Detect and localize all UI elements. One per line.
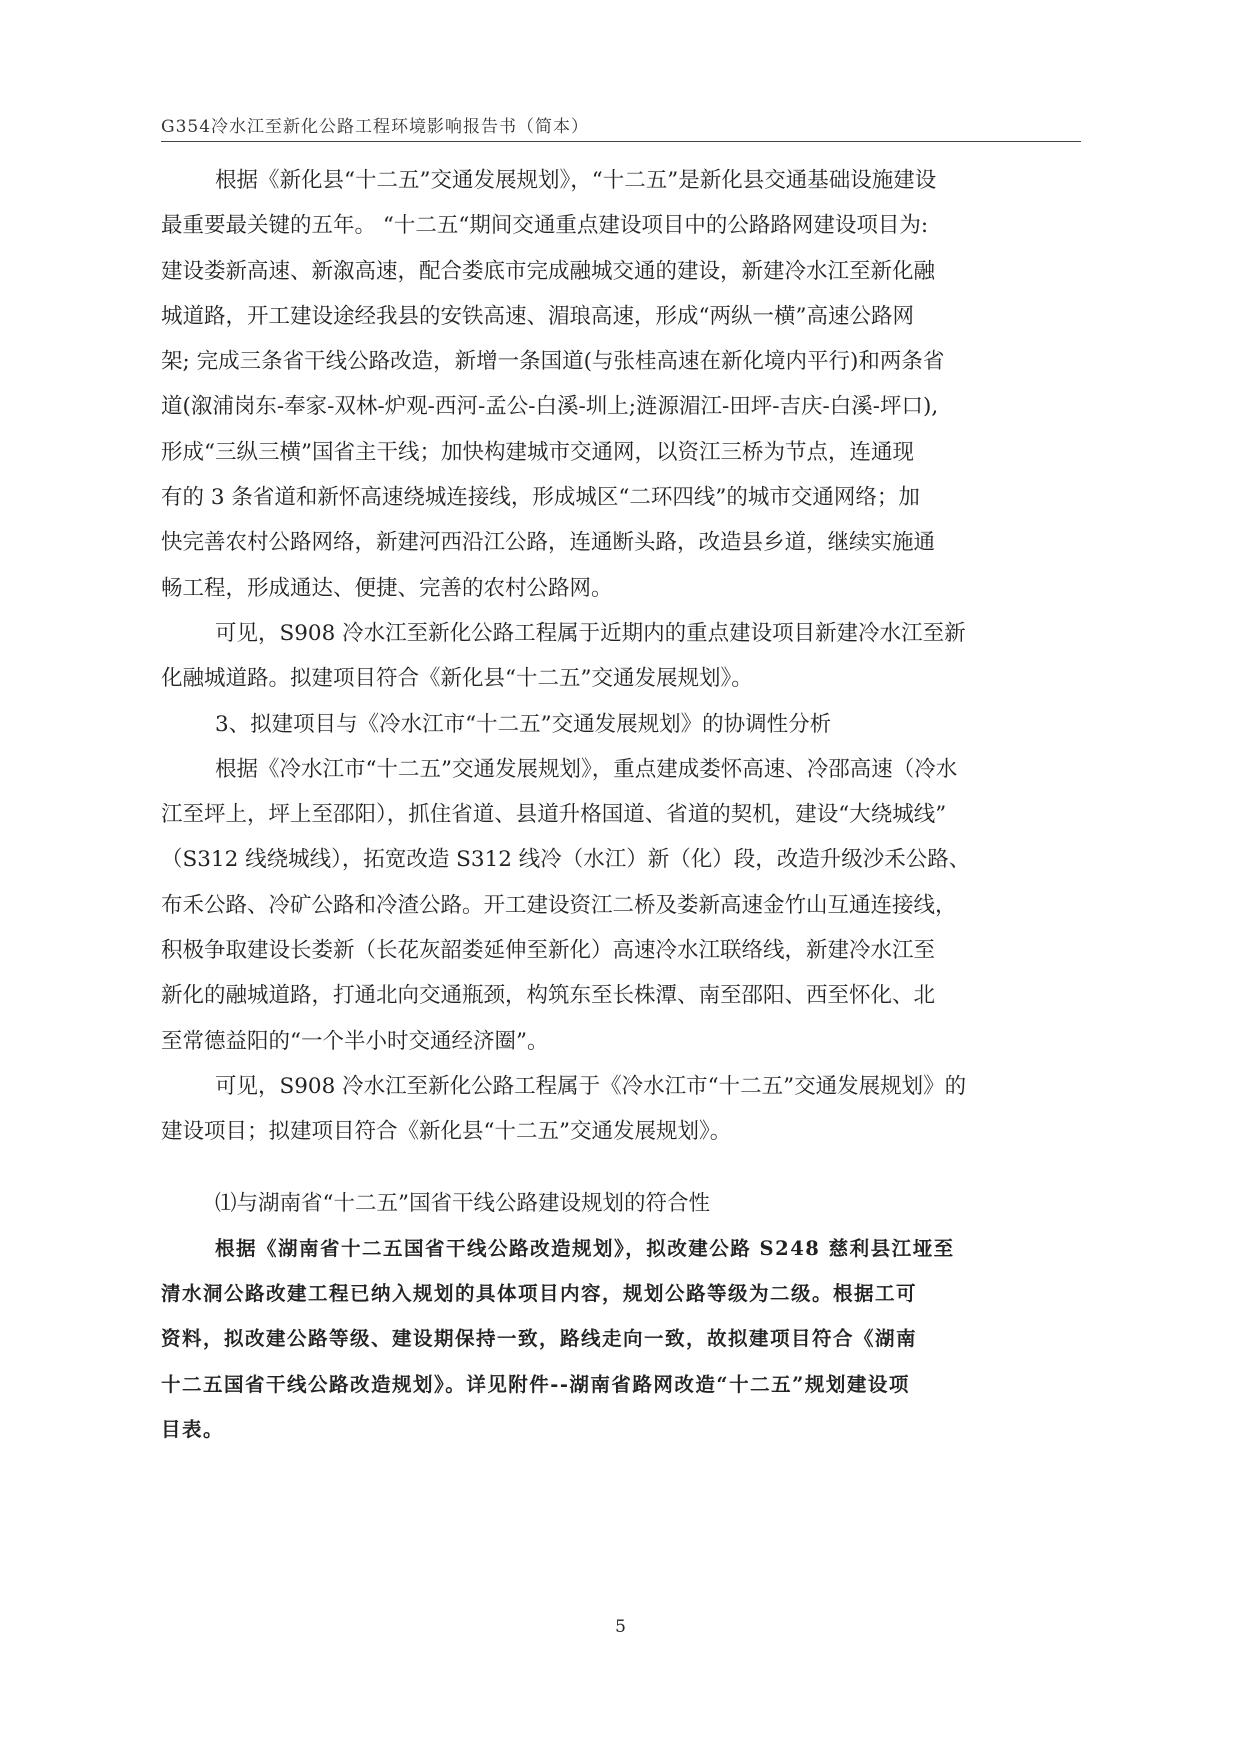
text-line: 新化的融城道路，打通北向交通瓶颈，构筑东至长株潭、南至邵阳、西至怀化、北 — [161, 983, 936, 1009]
page-header-title: G354冷水江至新化公路工程环境影响报告书（简本） — [161, 117, 590, 137]
text-line: 道(溆浦岗东-奉家-双林-炉观-西河-孟公-白溪-圳上;涟源湄江-田坪-吉庆-白溪-坪口), — [161, 394, 939, 420]
text-line: 建设娄新高速、新溆高速，配合娄底市完成融城交通的建设，新建冷水江至新化融 — [161, 258, 936, 284]
text-line: 根据《新化县“十二五”交通发展规划》，“十二五”是新化县交通基础设施建设 — [215, 168, 937, 193]
text-line: 快完善农村公路网络，新建河西沿江公路，连通断头路，改造县乡道，继续实施通 — [161, 530, 936, 556]
page-number: 5 — [615, 1617, 626, 1637]
text-line: 清水洞公路改建工程已纳入规划的具体项目内容，规划公路等级为二级。根据工可 — [161, 1282, 918, 1306]
text-line: 架; 完成三条省干线公路改造，新增一条国道(与张桂高速在新化境内平行)和两条省 — [161, 349, 945, 375]
text-line: 最重要最关键的五年。 “十二五“期间交通重点建设项目中的公路路网建设项目为: — [161, 213, 929, 239]
text-line: 目表。 — [161, 1418, 225, 1442]
text-line: 十二五国省干线公路改造规划》。详见附件--湖南省路网改造“十二五”规划建设项 — [161, 1372, 910, 1396]
text-line: 布禾公路、冷矿公路和冷渣公路。开工建设资江二桥及娄新高速金竹山互通连接线， — [161, 892, 957, 918]
text-line: 有的 3 条省道和新怀高速绕城连接线，形成城区“二环四线”的城市交通网络；加 — [161, 485, 920, 511]
text-line: 积极争取建设长娄新（长花灰韶娄延伸至新化）高速冷水江联络线，新建冷水江至 — [161, 938, 936, 964]
text-line: 形成“三纵三横”国省主干线；加快构建城市交通网，以资江三桥为节点，连通现 — [161, 439, 914, 465]
text-line: 3、拟建项目与《冷水江市“十二五”交通发展规划》的协调性分析 — [215, 711, 832, 737]
text-line: 城道路，开工建设途经我县的安铁高速、湄琅高速，形成“两纵一横”高速公路网 — [161, 303, 914, 329]
text-line: 根据《湖南省十二五国省干线公路改造规划》，拟改建公路 S248 慈利县江垭至 — [215, 1236, 955, 1260]
text-line: 资料，拟改建公路等级、建设期保持一致，路线走向一致，故拟建项目符合《湖南 — [161, 1327, 918, 1351]
text-line: 化融城道路。拟建项目符合《新化县“十二五”交通发展规划》。 — [161, 666, 753, 692]
text-line: 可见，S908 冷水江至新化公路工程属于近期内的重点建设项目新建冷水江至新 — [215, 620, 966, 646]
text-line: 建设项目；拟建项目符合《新化县“十二五”交通发展规划》。 — [161, 1119, 732, 1145]
text-line: （S312 线绕城线），拓宽改造 S312 线冷（水江）新（化）段，改造升级沙禾公路、 — [161, 847, 971, 873]
text-line: 江至坪上，坪上至邵阳），抓住省道、县道升格国道、省道的契机，建设“大绕城线” — [161, 802, 947, 828]
text-line: 畅工程，形成通达、便捷、完善的农村公路网。 — [161, 575, 613, 601]
header-divider — [161, 141, 1081, 142]
text-line: 至常德益阳的“一个半小时交通经济圈”。 — [161, 1028, 549, 1054]
text-line: 根据《冷水江市“十二五”交通发展规划》，重点建成娄怀高速、冷邵高速（冷水 — [215, 756, 958, 782]
document-body — [161, 158, 1081, 1452]
text-line: ⑴与湖南省“十二五”国省干线公路建设规划的符合性 — [215, 1190, 710, 1216]
text-line: 可见，S908 冷水江至新化公路工程属于《冷水江市“十二五”交通发展规划》的 — [215, 1073, 967, 1099]
